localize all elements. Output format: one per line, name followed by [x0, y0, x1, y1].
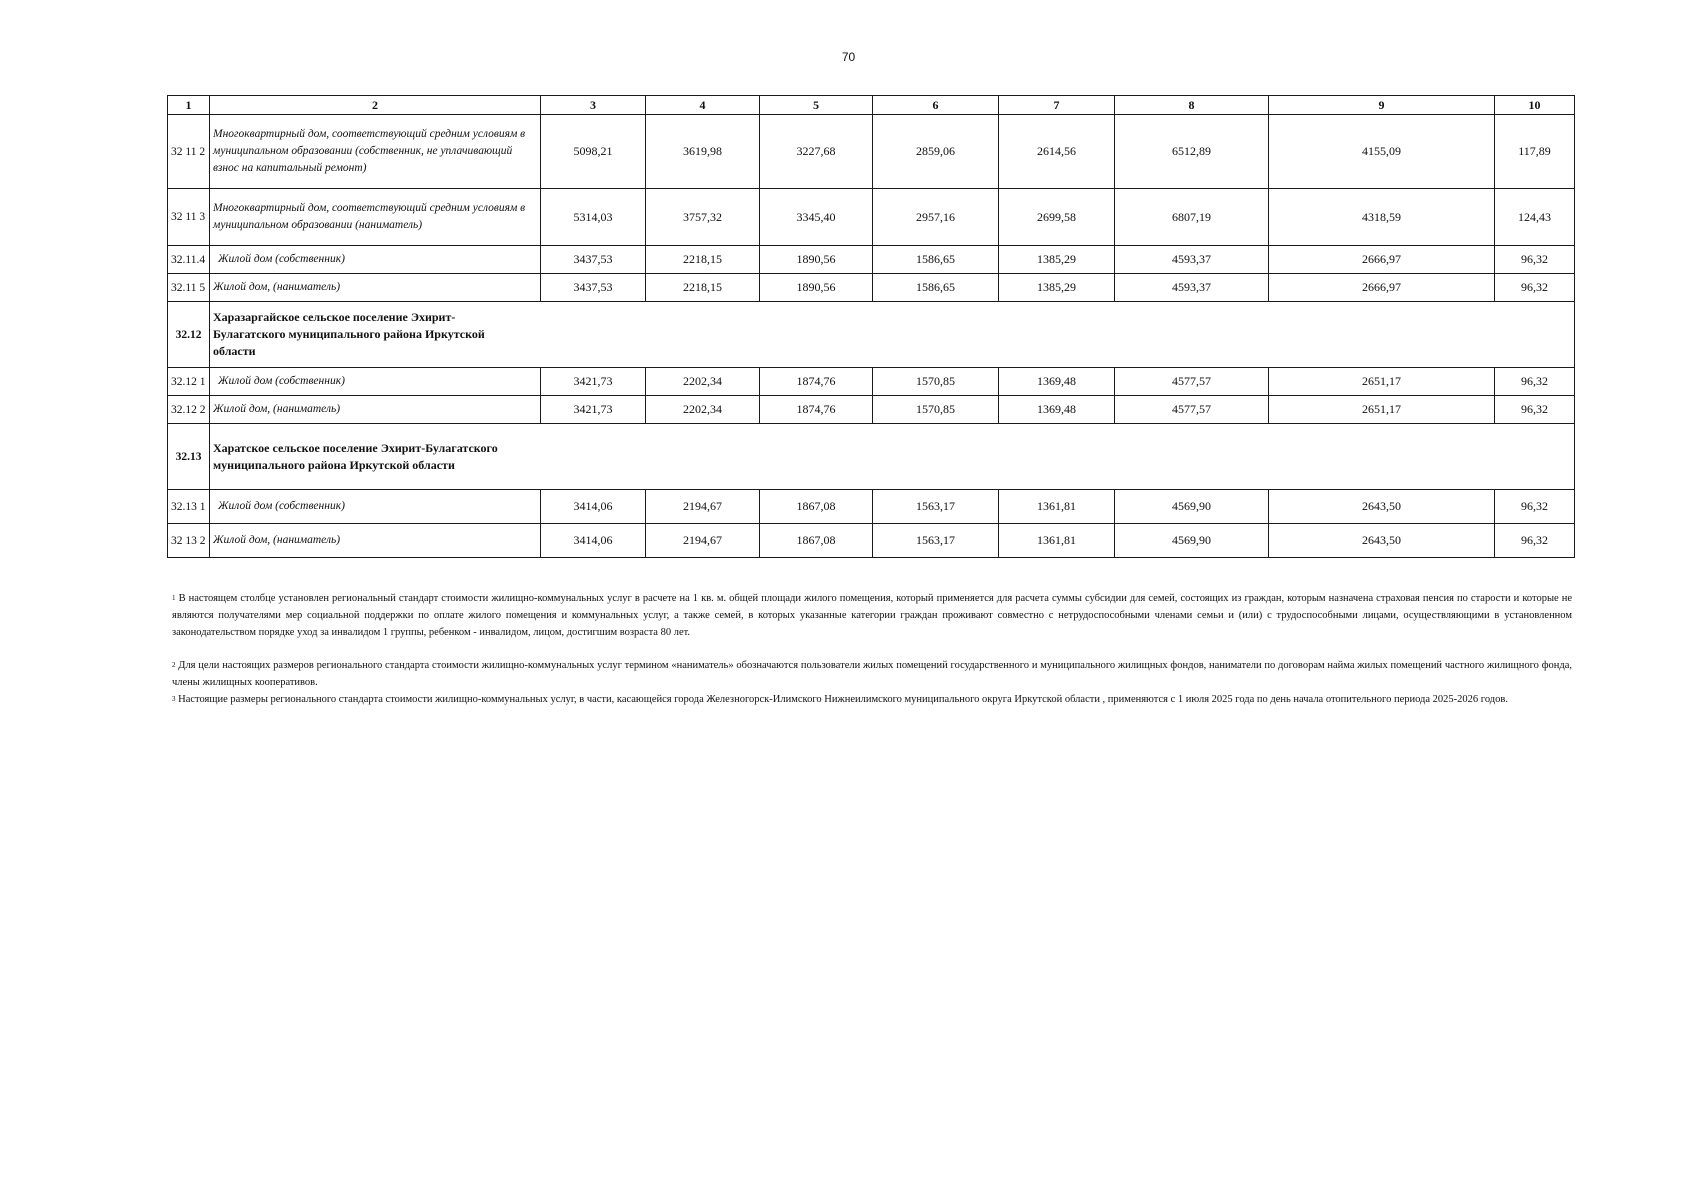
- footnotes: [172, 590, 1572, 708]
- cell-value: 3414,06: [541, 490, 646, 524]
- cell-value: 1890,56: [760, 274, 873, 302]
- cell-value: 3619,98: [646, 115, 760, 189]
- section-code: 32.13: [168, 424, 210, 490]
- cell-value: 2957,16: [873, 189, 999, 246]
- cell-value: 2651,17: [1269, 396, 1495, 424]
- cell-value: 4577,57: [1115, 368, 1269, 396]
- footnote-text: Настоящие размеры регионального стандарта стоимости жилищно-коммунальных услуг, в части, касающейся города Железногорск-Илимского Нижнеилимского муниципального округа Иркутской области , применяются с 1 июля 2025 года по день начала отопительного периода 2025-2026 годов.: [178, 694, 1508, 705]
- cell-value: 1563,17: [873, 490, 999, 524]
- cell-value: 1385,29: [999, 246, 1115, 274]
- cell-value: 3227,68: [760, 115, 873, 189]
- footnote-marker: 1: [172, 594, 176, 602]
- footnote-text: Для цели настоящих размеров регионального стандарта стоимости жилищно-коммунальных услуг термином «наниматель» обозначаются пользователи жилых помещений государственного и муниципального жилищных фондов, наниматели по договорам найма жилых помещений частного жилищного фонда, члены жилищных кооперативов.: [172, 660, 1573, 688]
- cell-value: 6807,19: [1115, 189, 1269, 246]
- cell-value: 2614,56: [999, 115, 1115, 189]
- row-name: Жилой дом (собственник): [210, 490, 541, 524]
- column-header: 10: [1495, 96, 1575, 115]
- row-code: 32.12 1: [168, 368, 210, 396]
- cell-value: 1570,85: [873, 396, 999, 424]
- cell-value: 96,32: [1495, 274, 1575, 302]
- cell-value: 5098,21: [541, 115, 646, 189]
- cell-value: 1867,08: [760, 524, 873, 558]
- cell-value: 2202,34: [646, 368, 760, 396]
- cell-value: 1570,85: [873, 368, 999, 396]
- table-row: [168, 490, 1575, 524]
- cell-value: 2651,17: [1269, 368, 1495, 396]
- cell-value: 2194,67: [646, 490, 760, 524]
- cell-value: 2194,67: [646, 524, 760, 558]
- tariff-table: [167, 95, 1575, 558]
- row-name: Многоквартирный дом, соответствующий средним условиям в муниципальном образовании (собственник, не уплачивающий взнос на капитальный ремонт): [210, 115, 541, 189]
- table-row: [168, 189, 1575, 246]
- cell-value: 3345,40: [760, 189, 873, 246]
- footnote-marker: 3: [172, 695, 176, 703]
- table-row: [168, 368, 1575, 396]
- cell-value: 2643,50: [1269, 490, 1495, 524]
- row-code: 32.13 1: [168, 490, 210, 524]
- cell-value: 117,89: [1495, 115, 1575, 189]
- cell-value: 4569,90: [1115, 490, 1269, 524]
- table-row: [168, 115, 1575, 189]
- cell-value: 1361,81: [999, 490, 1115, 524]
- row-name: Жилой дом (собственник): [210, 368, 541, 396]
- column-header: 1: [168, 96, 210, 115]
- section-row: [168, 302, 1575, 368]
- table-row: [168, 246, 1575, 274]
- column-header: 8: [1115, 96, 1269, 115]
- cell-value: 124,43: [1495, 189, 1575, 246]
- row-code: 32 11 2: [168, 115, 210, 189]
- cell-value: 1385,29: [999, 274, 1115, 302]
- cell-value: 4155,09: [1269, 115, 1495, 189]
- section-row: [168, 424, 1575, 490]
- column-header-row: [168, 96, 1575, 115]
- cell-value: 1361,81: [999, 524, 1115, 558]
- footnote-3: [172, 691, 1572, 708]
- footnote-2: [172, 657, 1572, 691]
- cell-value: 1874,76: [760, 396, 873, 424]
- cell-value: 96,32: [1495, 396, 1575, 424]
- row-name: Жилой дом, (наниматель): [210, 524, 541, 558]
- cell-value: 6512,89: [1115, 115, 1269, 189]
- section-title-text: Харазаргайское сельское поселение Эхирит-Булагатского муниципального района Иркутской области: [213, 310, 485, 358]
- footnote-text: В настоящем столбце установлен региональный стандарт стоимости жилищно-коммунальных услуг в расчете на 1 кв. м. общей площади жилого помещения, который применяется для расчета суммы субсидии для семей, состоящих из граждан, которым назначена страховая пенсия по старости и которые не являются получателями мер социальной поддержки по оплате жилого помещения и коммунальных услуг, а также семей, в которых указанные категории граждан проживают совместно с нетрудоспособными членами семьи и (или) с трудоспособными лицами, осуществляющими в установленном законодательством порядке уход за инвалидом 1 группы, ребенком - инвалидом, лицом, достигшим возраста 80 лет.: [172, 593, 1572, 638]
- row-code: 32.11 5: [168, 274, 210, 302]
- table-row: [168, 274, 1575, 302]
- cell-value: 1867,08: [760, 490, 873, 524]
- cell-value: 96,32: [1495, 368, 1575, 396]
- row-code: 32 13 2: [168, 524, 210, 558]
- cell-value: 3757,32: [646, 189, 760, 246]
- cell-value: 96,32: [1495, 524, 1575, 558]
- cell-value: 1586,65: [873, 274, 999, 302]
- column-header: 2: [210, 96, 541, 115]
- cell-value: 2666,97: [1269, 274, 1495, 302]
- cell-value: 5314,03: [541, 189, 646, 246]
- row-name: Жилой дом, (наниматель): [210, 396, 541, 424]
- section-title: [210, 424, 1575, 490]
- column-header: 7: [999, 96, 1115, 115]
- cell-value: 2666,97: [1269, 246, 1495, 274]
- cell-value: 2699,58: [999, 189, 1115, 246]
- table-row: [168, 524, 1575, 558]
- cell-value: 4318,59: [1269, 189, 1495, 246]
- column-header: 5: [760, 96, 873, 115]
- cell-value: 2859,06: [873, 115, 999, 189]
- cell-value: 3421,73: [541, 368, 646, 396]
- row-name: Жилой дом (собственник): [210, 246, 541, 274]
- column-header: 9: [1269, 96, 1495, 115]
- cell-value: 2218,15: [646, 274, 760, 302]
- cell-value: 1874,76: [760, 368, 873, 396]
- row-code: 32.12 2: [168, 396, 210, 424]
- row-code: 32 11 3: [168, 189, 210, 246]
- cell-value: 1890,56: [760, 246, 873, 274]
- column-header: 4: [646, 96, 760, 115]
- cell-value: 1586,65: [873, 246, 999, 274]
- table-row: [168, 396, 1575, 424]
- cell-value: 1563,17: [873, 524, 999, 558]
- cell-value: 4577,57: [1115, 396, 1269, 424]
- column-header: 3: [541, 96, 646, 115]
- column-header: 6: [873, 96, 999, 115]
- page-number: 70: [841, 50, 856, 64]
- row-name: Жилой дом, (наниматель): [210, 274, 541, 302]
- cell-value: 2202,34: [646, 396, 760, 424]
- cell-value: 4569,90: [1115, 524, 1269, 558]
- cell-value: 3437,53: [541, 274, 646, 302]
- section-title: [210, 302, 1575, 368]
- cell-value: 1369,48: [999, 368, 1115, 396]
- cell-value: 96,32: [1495, 246, 1575, 274]
- cell-value: 96,32: [1495, 490, 1575, 524]
- cell-value: 4593,37: [1115, 246, 1269, 274]
- row-name: Многоквартирный дом, соответствующий средним условиям в муниципальном образовании (наниматель): [210, 189, 541, 246]
- cell-value: 3421,73: [541, 396, 646, 424]
- footnote-marker: 2: [172, 661, 176, 669]
- row-code: 32.11.4: [168, 246, 210, 274]
- cell-value: 3437,53: [541, 246, 646, 274]
- section-title-text: Харатское сельское поселение Эхирит-Булагатского муниципального района Иркутской области: [213, 440, 498, 472]
- cell-value: 3414,06: [541, 524, 646, 558]
- cell-value: 2218,15: [646, 246, 760, 274]
- footnote-1: [172, 590, 1572, 641]
- cell-value: 2643,50: [1269, 524, 1495, 558]
- cell-value: 1369,48: [999, 396, 1115, 424]
- section-code: 32.12: [168, 302, 210, 368]
- cell-value: 4593,37: [1115, 274, 1269, 302]
